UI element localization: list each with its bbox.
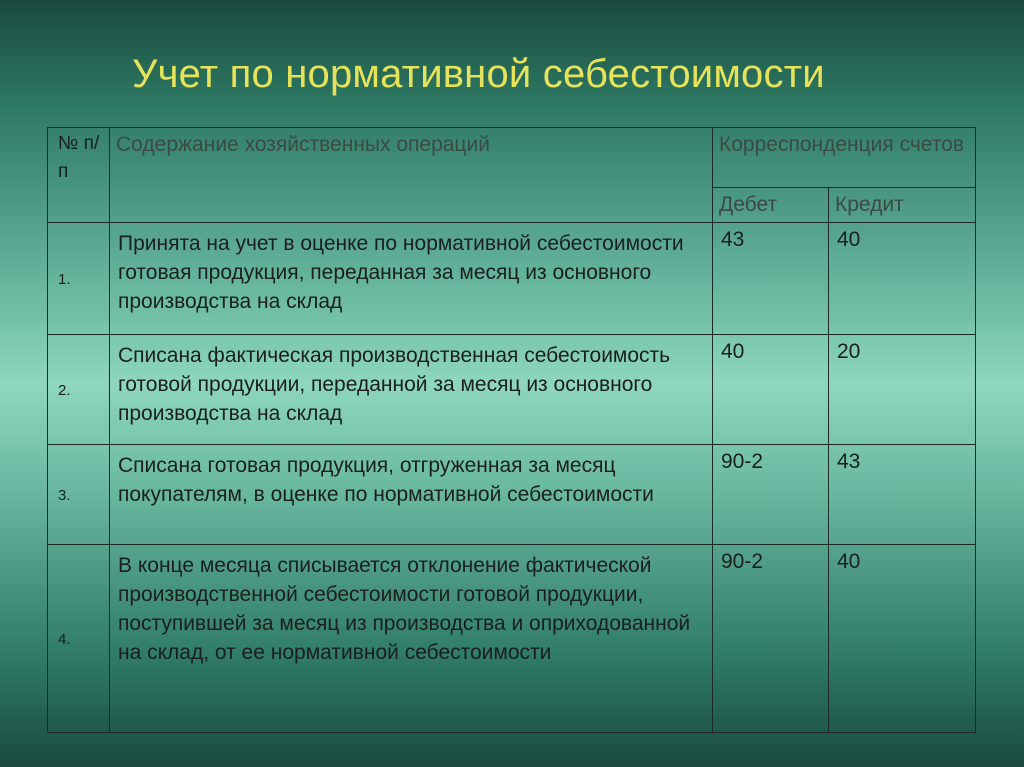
header-number: № п/п — [48, 128, 110, 223]
row-number: 3. — [48, 445, 110, 545]
operations-table — [47, 127, 976, 733]
table-header-row — [48, 128, 976, 188]
row-debit: 90-2 — [713, 545, 829, 733]
table-row — [48, 545, 976, 733]
header-debit: Дебет — [713, 188, 829, 223]
table-row — [48, 445, 976, 545]
row-number: 4. — [48, 545, 110, 733]
table-row — [48, 223, 976, 335]
row-number: 2. — [48, 335, 110, 445]
row-credit: 43 — [829, 445, 976, 545]
slide-title: Учет по нормативной себестоимости — [132, 52, 825, 96]
row-credit: 20 — [829, 335, 976, 445]
row-description: Списана фактическая производственная себестоимость готовой продукции, переданной за месяц из основного производства на склад — [110, 335, 713, 445]
header-content: Содержание хозяйственных операций — [110, 128, 713, 223]
row-credit: 40 — [829, 223, 976, 335]
row-credit: 40 — [829, 545, 976, 733]
table-row — [48, 335, 976, 445]
header-credit: Кредит — [829, 188, 976, 223]
row-number: 1. — [48, 223, 110, 335]
row-debit: 40 — [713, 335, 829, 445]
row-description: В конце месяца списывается отклонение фактической производственной себестоимости готовой продукции, поступившей за месяц из производства и оприходованной на склад, от ее нормативной себестоимости — [110, 545, 713, 733]
row-description: Списана готовая продукция, отгруженная за месяц покупателям, в оценке по нормативной себестоимости — [110, 445, 713, 545]
header-correspondence: Корреспонденция счетов — [713, 128, 976, 188]
row-description: Принята на учет в оценке по нормативной себестоимости готовая продукция, переданная за месяц из основного производства на склад — [110, 223, 713, 335]
row-debit: 90-2 — [713, 445, 829, 545]
row-debit: 43 — [713, 223, 829, 335]
